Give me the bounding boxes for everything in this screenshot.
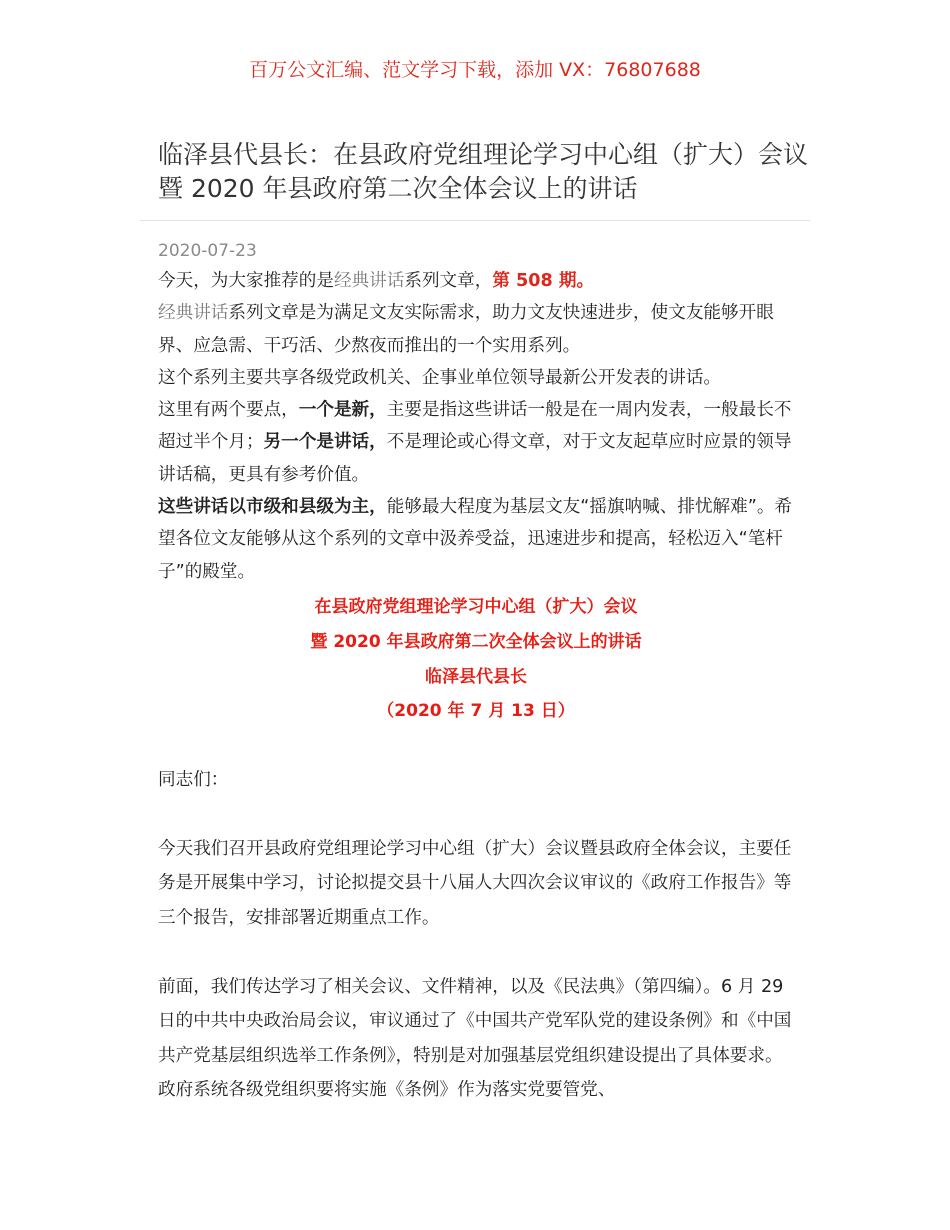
speech-date: （2020 年 7 月 13 日）: [377, 701, 575, 722]
intro-paragraph: [158, 394, 794, 491]
speech-title-line: 暨 2020 年县政府第二次全体会议上的讲话: [310, 631, 642, 652]
publish-date: 2020-07-23: [158, 241, 257, 261]
title-divider: [140, 220, 810, 221]
promo-banner: 百万公文汇编、范文学习下载，添加 VX：76807688: [249, 59, 701, 81]
body-paragraph: 前面，我们传达学习了相关会议、文件精神，以及《民法典》（第四编）。6 月 29 日的中共中央政治局会议，审议通过了《中国共产党军队党的建设条例》和《中国共产党基层组织选举工作条例》，特别是对加强基层党组织建设提出了具体要求。政府系统各级党组织要将实施《条例》作为落实党要管党、: [158, 976, 792, 1101]
speaker: 临泽县代县长: [425, 666, 527, 687]
text: 这里有两个要点，: [158, 400, 299, 421]
text: 系列文章是为满足文友实际需求，助力文友快速进步，使文友能够开眼界、应急需、干巧活、少熬夜而推出的一个实用系列。: [158, 303, 774, 356]
speech-body: [158, 729, 794, 1108]
text: 今天，为大家推荐的是: [158, 271, 334, 291]
intro-paragraph: [158, 265, 794, 297]
intro-paragraph: [158, 297, 794, 362]
series-intro: [158, 265, 794, 588]
body-paragraph: 今天我们召开县政府党组理论学习中心组（扩大）会议暨县政府全体会议，主要任务是开展集中学习，讨论拟提交县十八届人大四次会议审议的《政府工作报告》等三个报告，安排部署近期重点工作。: [158, 838, 792, 928]
bold-text: 一个是新，: [298, 400, 387, 421]
text: 能够最大程度为基层文友“摇旗呐喊、排忧解难”。希望各位文友能够从这个系列的文章中汲养受益，迅速进步和提高，轻松迈入“笔杆子”的殿堂。: [158, 497, 793, 582]
speech-title-line: 在县政府党组理论学习中心组（扩大）会议: [314, 596, 638, 617]
speech-heading: [158, 590, 794, 729]
salutation: 同志们：: [158, 770, 229, 791]
series-name: 经典讲话: [333, 271, 405, 291]
bold-text: 另一个是讲话，: [263, 432, 387, 453]
intro-paragraph: 这个系列主要共享各级党政机关、企事业单位领导最新公开发表的讲话。: [158, 367, 722, 388]
text: 主要是指这些讲话一般是在一周内发表，一般最长不超过半个月；: [158, 400, 792, 453]
text: 系列文章，: [404, 271, 493, 291]
intro-paragraph: [158, 491, 794, 588]
text: 不是理论或心得文章，对于文友起草应时应景的领导讲话稿，更具有参考价值。: [158, 432, 792, 485]
article-content: [158, 237, 794, 1108]
article-title: 临泽县代县长：在县政府党组理论学习中心组（扩大）会议暨 2020 年县政府第二次全体会议上的讲话: [158, 140, 809, 203]
bold-text: 这些讲话以市级和县级为主，: [158, 497, 387, 518]
series-name: 经典讲话: [158, 303, 229, 324]
issue-number: 第 508 期。: [492, 271, 595, 291]
